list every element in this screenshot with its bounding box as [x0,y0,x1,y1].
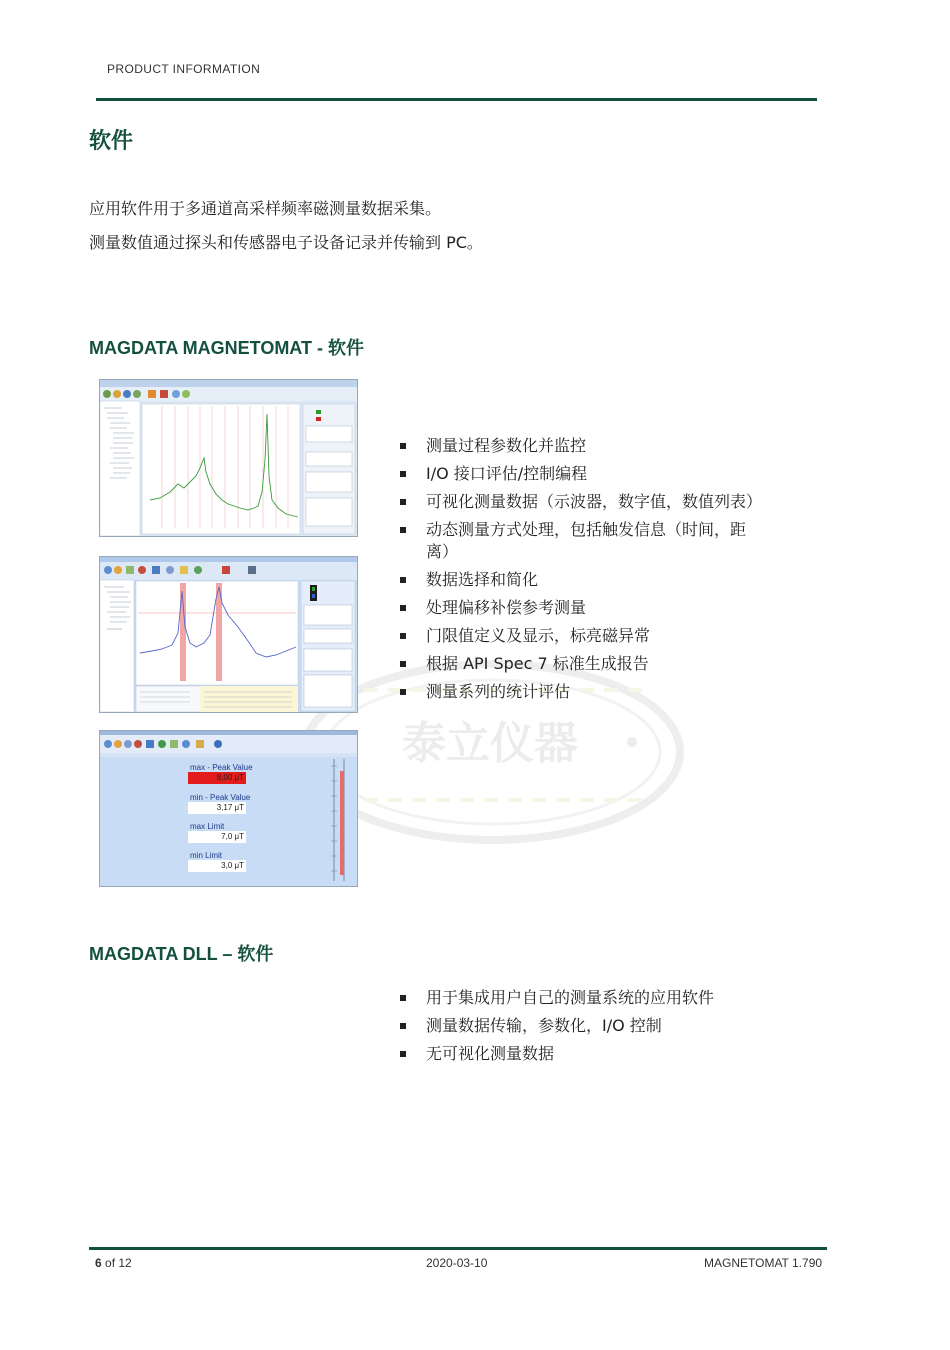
software-screenshot-1 [99,379,358,537]
bullet-square-icon [400,1051,406,1057]
intro-line-2: 测量数值通过探头和传感器电子设备记录并传输到 PC。 [89,233,483,252]
page-current: 6 [95,1256,102,1270]
header-rule [96,98,817,101]
bullet-square-icon [400,471,406,477]
list-item: 数据选择和简化 [397,569,757,591]
min-peak-value: 3,17 μT [188,802,246,814]
list-item: 门限值定义及显示，标亮磁异常 [397,625,757,647]
bullet-square-icon [400,605,406,611]
section-heading-magnetomat: MAGDATA MAGNETOMAT - 软件 [89,338,364,358]
list-item: 根据 API Spec 7 标准生成报告 [397,653,757,675]
footer-product: MAGNETOMAT 1.790 [704,1256,823,1270]
footer-date: 2020-03-10 [426,1256,488,1270]
max-limit-value: 7,0 μT [188,831,246,843]
bullet-square-icon [400,1023,406,1029]
bullet-square-icon [400,577,406,583]
list-item: 测量数据传输，参数化，I/O 控制 [397,1015,757,1037]
list-item: 测量过程参数化并监控 [397,435,757,457]
min-limit-value: 3,0 μT [188,860,246,872]
bullet-square-icon [400,527,406,533]
min-peak-label: min - Peak Value [190,793,251,802]
software-screenshot-2 [99,556,358,713]
list-item: 用于集成用户自己的测量系统的应用软件 [397,987,757,1009]
list-item: 处理偏移补偿参考测量 [397,597,757,619]
list-item: 无可视化测量数据 [397,1043,757,1065]
max-peak-label: max - Peak Value [190,763,253,772]
section-heading-dll: MAGDATA DLL – 软件 [89,944,274,964]
min-limit-label: min Limit [190,851,223,860]
page-number [95,1256,132,1270]
software-screenshot-3 [99,730,358,887]
max-limit-label: max Limit [190,822,225,831]
list-item: 动态测量方式处理，包括触发信息（时间，距离） [397,519,757,563]
header-label: PRODUCT INFORMATION [107,62,261,76]
dll-feature-list [397,987,757,1071]
footer-rule [89,1247,827,1250]
watermark-text: 泰立仪器 [402,718,578,769]
list-item: I/O 接口评估/控制编程 [397,463,757,485]
bullet-square-icon [400,499,406,505]
list-item: 测量系列的统计评估 [397,681,757,703]
bullet-square-icon [400,633,406,639]
max-peak-value: 8,00 μT [188,772,246,784]
page-total: of 12 [105,1256,132,1270]
bullet-square-icon [400,995,406,1001]
intro-line-1: 应用软件用于多通道高采样频率磁测量数据采集。 [89,199,442,218]
bullet-square-icon [400,443,406,449]
bullet-square-icon [400,689,406,695]
bullet-square-icon [400,661,406,667]
page-title: 软件 [89,129,134,154]
list-item: 可视化测量数据（示波器，数字值，数值列表） [397,491,757,513]
magnetomat-feature-list [397,435,763,709]
